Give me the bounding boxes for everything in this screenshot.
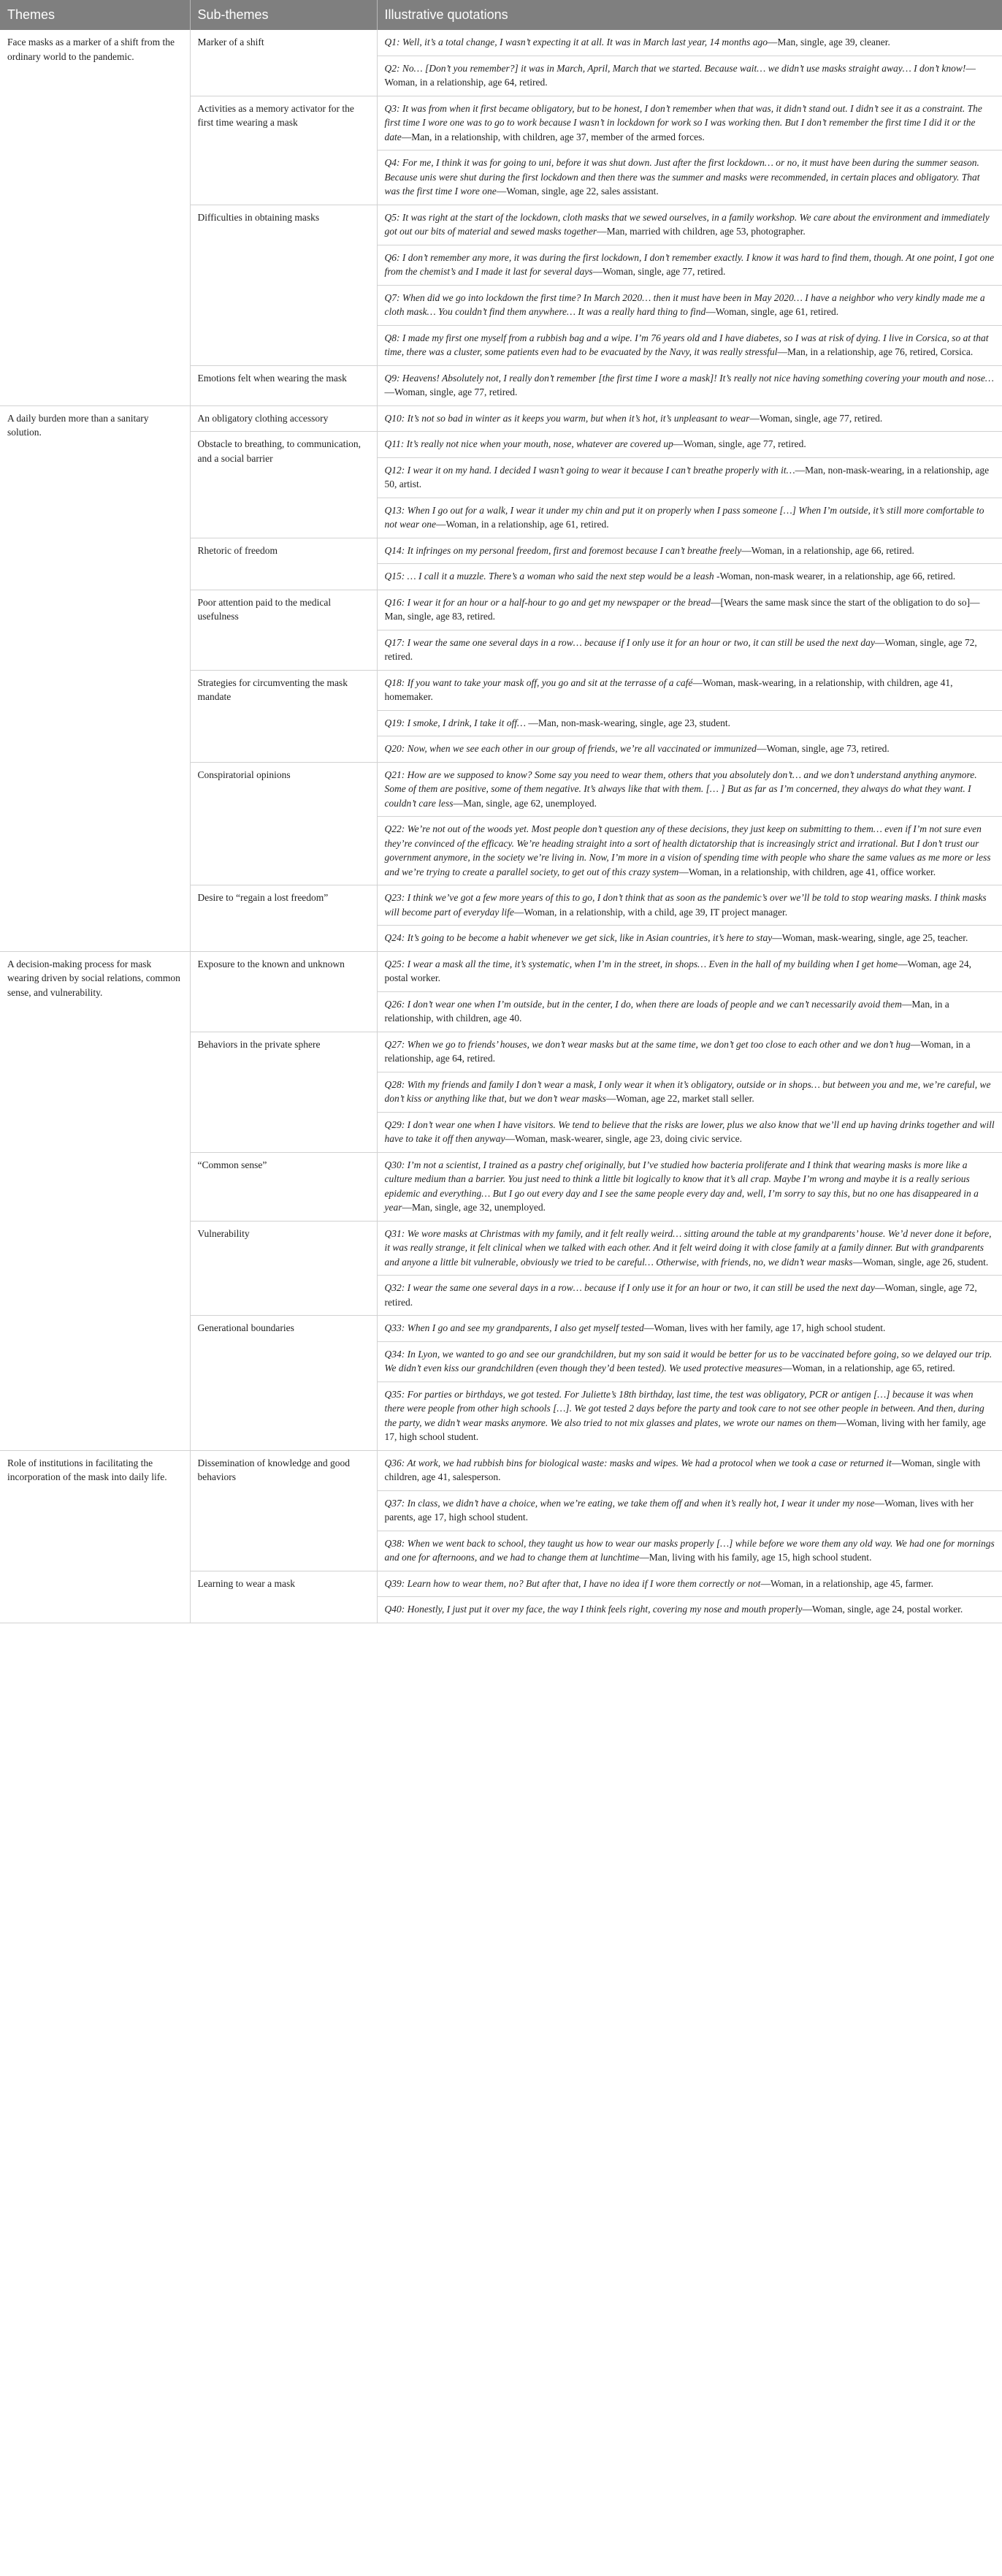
quotation-text: Q34: In Lyon, we wanted to go and see our grandchildren, but my son said it would be better for us to be vaccinated before going, so we delayed our trip. We didn’t even kiss our grandchildren (even though they’d been tested). We used protective measures (384, 1348, 993, 1373)
quotation-text: Q14: It infringes on my personal freedom, first and foremost because I can’t breathe freely (384, 544, 742, 556)
table-row (0, 30, 1002, 56)
quotation-text: Q35: For parties or birthdays, we got tested. For Juliette’s 18th birthday, last time, the test was obligatory, PCR or antigen […] because it was when there were people from other high schools […]. We got tested 2 days before the party and took care to not see other people in between. And then, during the party, we didn’t wear masks anymore. We also tried to not mix glasses and plates, we wrote our names on them (384, 1388, 984, 1428)
quotation-cell (377, 1531, 1002, 1571)
quotation-text: Q4: For me, I think it was for going to uni, before it was shut down. Just after the first lockdown… or no, it must have been during the summer season. Because unis were shut during the first lockdown and then there was the summer and masks were recommended, in certain places and obligatory. That was the first time I wore one (384, 157, 980, 197)
quotation-cell (377, 1112, 1002, 1152)
quotation-text: Q29: I don’t wear one when I have visitors. We tend to believe that the risks are lower, plus we also know that we’ll end up having drinks together and will have to take it off then anyway (384, 1119, 995, 1144)
quotation-cell (377, 1276, 1002, 1316)
quotation-attribution: —Woman, lives with her parents, age 17, high school student. (384, 1497, 974, 1523)
subtheme-cell: Emotions felt when wearing the mask (190, 365, 377, 405)
quotation-cell (377, 405, 1002, 432)
quotation-text: Q9: Heavens! Absolutely not, I really don’t remember [the first time I wore a mask]! It’s really not nice having something covering your mouth and nose… (384, 372, 994, 384)
quotation-attribution: —Woman, in a relationship, age 64, retired. (384, 62, 976, 88)
quotation-cell (377, 670, 1002, 710)
quotation-cell (377, 150, 1002, 205)
quotation-attribution: —Man, in a relationship, with children, age 40. (384, 998, 949, 1024)
subtheme-cell: Obstacle to breathing, to communication, and a social barrier (190, 432, 377, 538)
subtheme-cell: “Common sense” (190, 1152, 377, 1221)
quotation-cell (377, 457, 1002, 498)
quotation-attribution: —Woman, single with children, age 41, salesperson. (384, 1457, 981, 1482)
quotation-cell (377, 951, 1002, 991)
quotation-attribution: —Woman, mask-wearing, in a relationship, with children, age 41, homemaker. (384, 677, 953, 702)
table-header (0, 0, 1002, 30)
quotation-cell (377, 1316, 1002, 1342)
quotation-text: Q5: It was right at the start of the lockdown, cloth masks that we sewed ourselves, in a family workshop. We care about the environment and immediately got out our bits of material and sewed masks together (384, 211, 990, 237)
quotation-attribution: —Man, non-mask-wearing, single, age 23, student. (525, 717, 731, 728)
quotation-text: Q15: … I call it a muzzle. There’s a woman who said the next step would be a leash (384, 571, 714, 582)
quotation-cell (377, 991, 1002, 1032)
quotation-attribution: —Woman, in a relationship, age 65, retired. (781, 1363, 955, 1373)
quotation-text: Q13: When I go out for a walk, I wear it under my chin and put it on properly when I pass someone […] When I’m outside, it’s still more comfortable to not wear one (384, 504, 984, 530)
subtheme-cell: Conspiratorial opinions (190, 762, 377, 885)
subtheme-cell: Learning to wear a mask (190, 1571, 377, 1623)
quotation-cell (377, 710, 1002, 736)
quotation-cell (377, 885, 1002, 926)
subtheme-cell: Desire to “regain a lost freedom” (190, 885, 377, 952)
quotation-text: Q33: When I go and see my grandparents, I also get myself tested (384, 1322, 644, 1333)
quotation-attribution: —Man, living with his family, age 15, high school student. (639, 1552, 872, 1563)
quotation-text: Q21: How are we supposed to know? Some say you need to wear them, others that you absolutely don’t… and we don’t understand anything anymore. Some of them are positive, some of them negative. It’s always like that with them. [… ] But as far as I’m concerned, they always do what they want. I couldn’t care less (384, 769, 977, 809)
table-row (0, 1450, 1002, 1490)
quotation-attribution: —Woman, single, age 61, retired. (705, 306, 839, 317)
quotation-cell (377, 1341, 1002, 1382)
quotation-text: Q16: I wear it for an hour or a half-hour to go and get my newspaper or the bread (384, 596, 711, 608)
quotation-attribution: —Woman, single, age 72, retired. (384, 1282, 977, 1308)
quotation-cell (377, 96, 1002, 150)
quotation-cell (377, 630, 1002, 670)
quotation-attribution: —Woman, in a relationship, age 61, retired. (436, 519, 609, 530)
quotation-cell (377, 245, 1002, 285)
subtheme-cell: Poor attention paid to the medical usefulness (190, 590, 377, 670)
quotation-text: Q37: In class, we didn’t have a choice, when we’re eating, we take them off and when it’s really hot, I wear it under my nose (384, 1497, 875, 1509)
quotation-text: Q7: When did we go into lockdown the first time? In March 2020… then it must have been in May 2020… I have a neighbor who very kindly made me a cloth mask… You couldn’t find them anywhere… It was a really hard thing to find (384, 291, 985, 317)
quotation-attribution: —Woman, single, age 77, retired. (592, 266, 726, 277)
theme-cell: Face masks as a marker of a shift from the ordinary world to the pandemic. (0, 30, 190, 405)
quotation-cell (377, 1490, 1002, 1531)
quotation-text: Q1: Well, it’s a total change, I wasn’t expecting it at all. It was in March last year, 14 months ago (384, 37, 768, 47)
table-row (0, 951, 1002, 991)
quotation-text: Q18: If you want to take your mask off, you go and sit at the terrasse of a café (384, 677, 693, 688)
quotation-text: Q23: I think we’ve got a few more years of this to go, I don’t think that as soon as the pandemic’s over we’ll be told to stop wearing masks. I think masks will become part of everyday life (384, 892, 987, 918)
quotation-cell (377, 285, 1002, 325)
quotation-attribution: —Woman, in a relationship, with a child, age 39, IT project manager. (513, 906, 788, 918)
quotation-attribution: —[Wears the same mask since the start of the obligation to do so]—Man, single, age 83, retired. (384, 596, 980, 622)
header-sub-themes: Sub-themes (190, 0, 377, 30)
quotation-attribution: —Woman, single, age 73, retired. (756, 743, 890, 754)
header-illustrative-quotations: Illustrative quotations (377, 0, 1002, 30)
quotation-attribution: —Woman, single, age 22, sales assistant. (496, 186, 659, 197)
subtheme-cell: Dissemination of knowledge and good behaviors (190, 1450, 377, 1571)
quotation-attribution: —Woman, mask-wearer, single, age 23, doing civic service. (505, 1133, 742, 1144)
quotation-attribution: -Woman, non-mask wearer, in a relationship, age 66, retired. (714, 571, 956, 582)
quotation-cell (377, 762, 1002, 817)
quotation-cell (377, 538, 1002, 564)
subtheme-cell: Exposure to the known and unknown (190, 951, 377, 1032)
quotation-cell (377, 564, 1002, 590)
quotation-text: Q19: I smoke, I drink, I take it off… (384, 717, 526, 728)
quotation-cell (377, 30, 1002, 56)
quotation-attribution: —Man, in a relationship, with children, age 37, member of the armed forces. (401, 131, 705, 142)
quotation-text: Q2: No… [Don’t you remember?] it was in March, April, March that we started. Because wait… we didn’t use masks straight away… I don’t know! (384, 62, 966, 74)
quotation-cell (377, 56, 1002, 96)
quotation-cell (377, 590, 1002, 630)
quotation-attribution: —Woman, single, age 77, retired. (384, 386, 518, 397)
quotation-text: Q6: I don’t remember any more, it was during the first lockdown, I don’t remember exactly. I know it was hard to find them, though. At one point, I got one from the chemist’s and I made it last for several days (384, 251, 995, 277)
subtheme-cell: Rhetoric of freedom (190, 538, 377, 590)
quotation-attribution: —Woman, single, age 77, retired. (749, 412, 883, 424)
quotation-text: Q38: When we went back to school, they taught us how to wear our masks properly […] while before we wore them any old way. We had one for mornings and one for afternoons, and we had to change them at lunchtime (384, 1537, 995, 1563)
quotation-attribution: —Woman, mask-wearing, single, age 25, teacher. (772, 932, 968, 943)
quotation-cell (377, 1072, 1002, 1112)
quotation-attribution: —Woman, in a relationship, with children, age 41, office worker. (678, 866, 936, 877)
quotation-text: Q10: It’s not so bad in winter as it keeps you warm, but when it’s hot, it’s unpleasant to wear (384, 412, 750, 424)
quotation-attribution: —Man, single, age 62, unemployed. (453, 797, 597, 809)
quotation-cell (377, 432, 1002, 458)
quotation-text: Q12: I wear it on my hand. I decided I wasn’t going to wear it because I can’t breathe properly with it… (384, 464, 795, 476)
subtheme-cell: Difficulties in obtaining masks (190, 205, 377, 365)
quotation-text: Q27: When we go to friends’ houses, we don’t wear masks but at the same time, we don’t get too close to each other and we don’t hug (384, 1038, 911, 1050)
quotation-text: Q30: I’m not a scientist, I trained as a pastry chef originally, but I’ve studied how bacteria proliferate and I think that wearing masks is more like a culture medium than a barrier. You just need to think a little bit logically to know that it’s all crap. Maybe I’m wrong and maybe it is a really serious epidemic and everything… But I go out every day and I see the same people every day and, well, I’m sorry to say this, but no one has disappeared in a year (384, 1159, 979, 1213)
quotation-cell (377, 365, 1002, 405)
quotation-attribution: —Woman, age 24, postal worker. (384, 958, 972, 983)
quotation-text: Q32: I wear the same one several days in a row… because if I only use it for an hour or two, it can still be used the next day (384, 1282, 875, 1293)
quotation-attribution: —Woman, age 22, market stall seller. (605, 1093, 754, 1104)
quotation-cell (377, 205, 1002, 245)
quotation-cell (377, 1221, 1002, 1276)
quotation-attribution: —Woman, lives with her family, age 17, high school student. (643, 1322, 886, 1333)
quotation-cell (377, 1450, 1002, 1490)
quotation-text: Q40: Honestly, I just put it over my face, the way I think feels right, covering my nose and mouth properly (384, 1604, 803, 1615)
header-row (0, 0, 1002, 30)
subtheme-cell: Vulnerability (190, 1221, 377, 1316)
quotation-text: Q22: We’re not out of the woods yet. Most people don’t question any of these decisions, they just keep on submitting to them… even if I’m not sure even they’re convinced of the efficacy. We’re heading straight into a sort of health dictatorship that is increasingly strict and irrational. But I don’t trust our government anymore, in the society we’re living in. Now, I’m more in a vision of spending time with people who share the same values as me more or less and we’re trying to create a parallel society, to get out of this crazy system (384, 823, 991, 877)
quotation-attribution: —Woman, in a relationship, age 66, retired. (741, 544, 914, 556)
quotation-text: Q31: We wore masks at Christmas with my family, and it felt really weird… sitting around the table at my grandparents’ house. We’d never done it before, it was really strange, it felt clinical when we talked with each other. And it felt weird doing it with close family at a family dinner. But with grandparents and anyone a little bit vulnerable, obviously we tried to be careful… Otherwise, with friends, no, we didn’t wear masks (384, 1227, 992, 1268)
quotation-attribution: —Woman, single, age 24, postal worker. (802, 1604, 963, 1615)
quotation-text: Q36: At work, we had rubbish bins for biological waste: masks and wipes. We had a protocol when we took a case or returned it (384, 1457, 892, 1468)
quotation-cell (377, 736, 1002, 763)
quotation-attribution: —Man, in a relationship, age 76, retired, Corsica. (777, 346, 974, 357)
quotation-text: Q24: It’s going to be become a habit whenever we get sick, like in Asian countries, it’s here to stay (384, 932, 773, 943)
quotation-attribution: —Man, single, age 32, unemployed. (402, 1202, 546, 1213)
theme-cell: Role of institutions in facilitating the incorporation of the mask into daily life. (0, 1450, 190, 1623)
theme-cell: A daily burden more than a sanitary solution. (0, 405, 190, 951)
subtheme-cell: Behaviors in the private sphere (190, 1032, 377, 1152)
subtheme-cell: Strategies for circumventing the mask mandate (190, 670, 377, 762)
quotation-attribution: —Woman, living with her family, age 17, high school student. (384, 1417, 986, 1442)
subtheme-cell: Activities as a memory activator for the first time wearing a mask (190, 96, 377, 205)
quotation-attribution: —Man, married with children, age 53, photographer. (597, 226, 806, 237)
quotation-text: Q25: I wear a mask all the time, it’s systematic, when I’m in the street, in shops… Even in the hall of my building when I get home (384, 958, 898, 969)
quotation-cell (377, 325, 1002, 365)
quotation-attribution: —Man, non-mask-wearing, in a relationship, age 50, artist. (384, 464, 990, 489)
quotation-cell (377, 817, 1002, 885)
header-themes: Themes (0, 0, 190, 30)
quotation-text: Q3: It was from when it first became obligatory, but to be honest, I don’t remember when that was, it didn’t stand out. I didn’t see it as a constraint. The first time I wore one was to go to work because I wasn’t in lockdown for work so I was working then. But I don’t remember the first time I did it or the date (384, 102, 982, 142)
quotation-cell (377, 1032, 1002, 1072)
quotation-text: Q8: I made my first one myself from a rubbish bag and a wipe. I’m 76 years old and I have diabetes, so I was at risk of dying. I live in Corsica, so at that time, there was a cluster, some patients even had to be evacuated by the Navy, it was really stressful (384, 332, 989, 357)
subtheme-cell: Marker of a shift (190, 30, 377, 96)
theme-cell: A decision-making process for mask wearing driven by social relations, common sense, and vulnerability. (0, 951, 190, 1450)
quotation-text: Q39: Learn how to wear them, no? But after that, I have no idea if I wore them correctly or not (384, 1577, 761, 1589)
quotation-text: Q28: With my friends and family I don’t wear a mask, I only wear it when it’s obligatory, outside or in shops… but between you and me, we’re careful, we don’t kiss or anything like that, but we don’t wear masks (384, 1078, 991, 1104)
quotation-cell (377, 1597, 1002, 1623)
quotation-attribution: —Woman, single, age 72, retired. (384, 636, 977, 662)
table-row (0, 405, 1002, 432)
quotation-attribution: —Woman, single, age 77, retired. (673, 438, 806, 449)
quotation-attribution: —Woman, single, age 26, student. (852, 1256, 989, 1268)
quotation-cell (377, 926, 1002, 952)
quotation-cell (377, 1382, 1002, 1450)
subtheme-cell: An obligatory clothing accessory (190, 405, 377, 432)
quotation-cell (377, 1571, 1002, 1597)
table-body (0, 30, 1002, 1623)
quotation-attribution: —Woman, in a relationship, age 45, farmer. (760, 1577, 934, 1589)
quotation-attribution: —Woman, in a relationship, age 64, retired. (384, 1038, 971, 1064)
quotation-text: Q11: It’s really not nice when your mouth, nose, whatever are covered up (384, 438, 673, 449)
quotation-text: Q20: Now, when we see each other in our group of friends, we’re all vaccinated or immunized (384, 743, 757, 754)
quotation-text: Q26: I don’t wear one when I’m outside, but in the center, I do, when there are loads of people and we can’t necessarily avoid them (384, 998, 902, 1010)
subtheme-cell: Generational boundaries (190, 1316, 377, 1451)
quotation-text: Q17: I wear the same one several days in a row… because if I only use it for an hour or two, it can still be used the next day (384, 636, 875, 648)
quotation-cell (377, 498, 1002, 538)
quotation-cell (377, 1152, 1002, 1221)
quotation-attribution: —Man, single, age 39, cleaner. (767, 37, 890, 47)
